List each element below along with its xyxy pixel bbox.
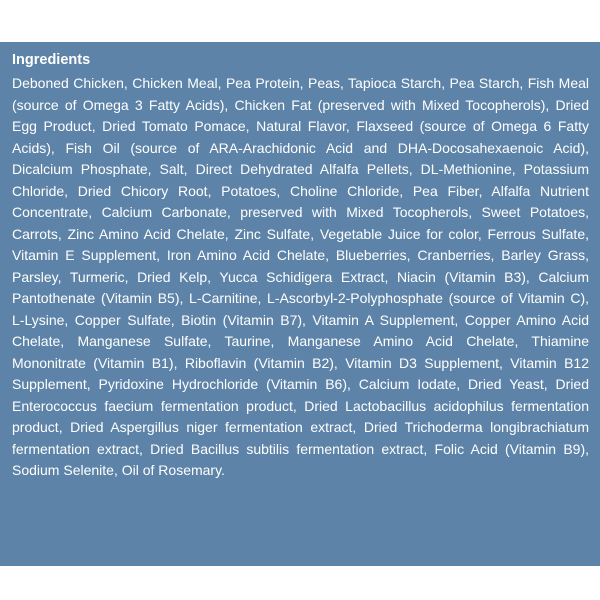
ingredients-panel [0, 42, 600, 566]
ingredients-list-text: Deboned Chicken, Chicken Meal, Pea Protein, Peas, Tapioca Starch, Pea Starch, Fish Meal (source of Omega 3 Fatty Acids), Chicken Fat (preserved with Mixed Tocopherols), Dried Egg Product, Dried Tomato Pomace, Natural Flavor, Flaxseed (source of Omega 6 Fatty Acids), Fish Oil (source of ARA-Arachidonic Acid and DHA-Docosahexaenoic Acid), Dicalcium Phosphate, Salt, Direct Dehydrated Alfalfa Pellets, DL-Methionine, Potassium Chloride, Dried Chicory Root, Potatoes, Choline Chloride, Pea Fiber, Alfalfa Nutrient Concentrate, Calcium Carbonate, preserved with Mixed Tocopherols, Sweet Potatoes, Carrots, Zinc Amino Acid Chelate, Zinc Sulfate, Vegetable Juice for color, Ferrous Sulfate, Vitamin E Supplement, Iron Amino Acid Chelate, Blueberries, Cranberries, Barley Grass, Parsley, Turmeric, Dried Kelp, Yucca Schidigera Extract, Niacin (Vitamin B3), Calcium Pantothenate (Vitamin B5), L-Carnitine, L-Ascorbyl-2-Polyphosphate (source of Vitamin C), L-Lysine, Copper Sulfate, Biotin (Vitamin B7), Vitamin A Supplement, Copper Amino Acid Chelate, Manganese Sulfate, Taurine, Manganese Amino Acid Chelate, Thiamine Mononitrate (Vitamin B1), Riboflavin (Vitamin B2), Vitamin D3 Supplement, Vitamin B12 Supplement, Pyridoxine Hydrochloride (Vitamin B6), Calcium Iodate, Dried Yeast, Dried Enterococcus faecium fermentation product, Dried Lactobacillus acidophilus fermentation product, Dried Aspergillus niger fermentation extract, Dried Trichoderma longibrachiatum fermentation extract, Dried Bacillus subtilis fermentation extract, Folic Acid (Vitamin B9), Sodium Selenite, Oil of Rosemary. [12, 75, 589, 478]
ingredients-title: Ingredients [12, 52, 91, 68]
